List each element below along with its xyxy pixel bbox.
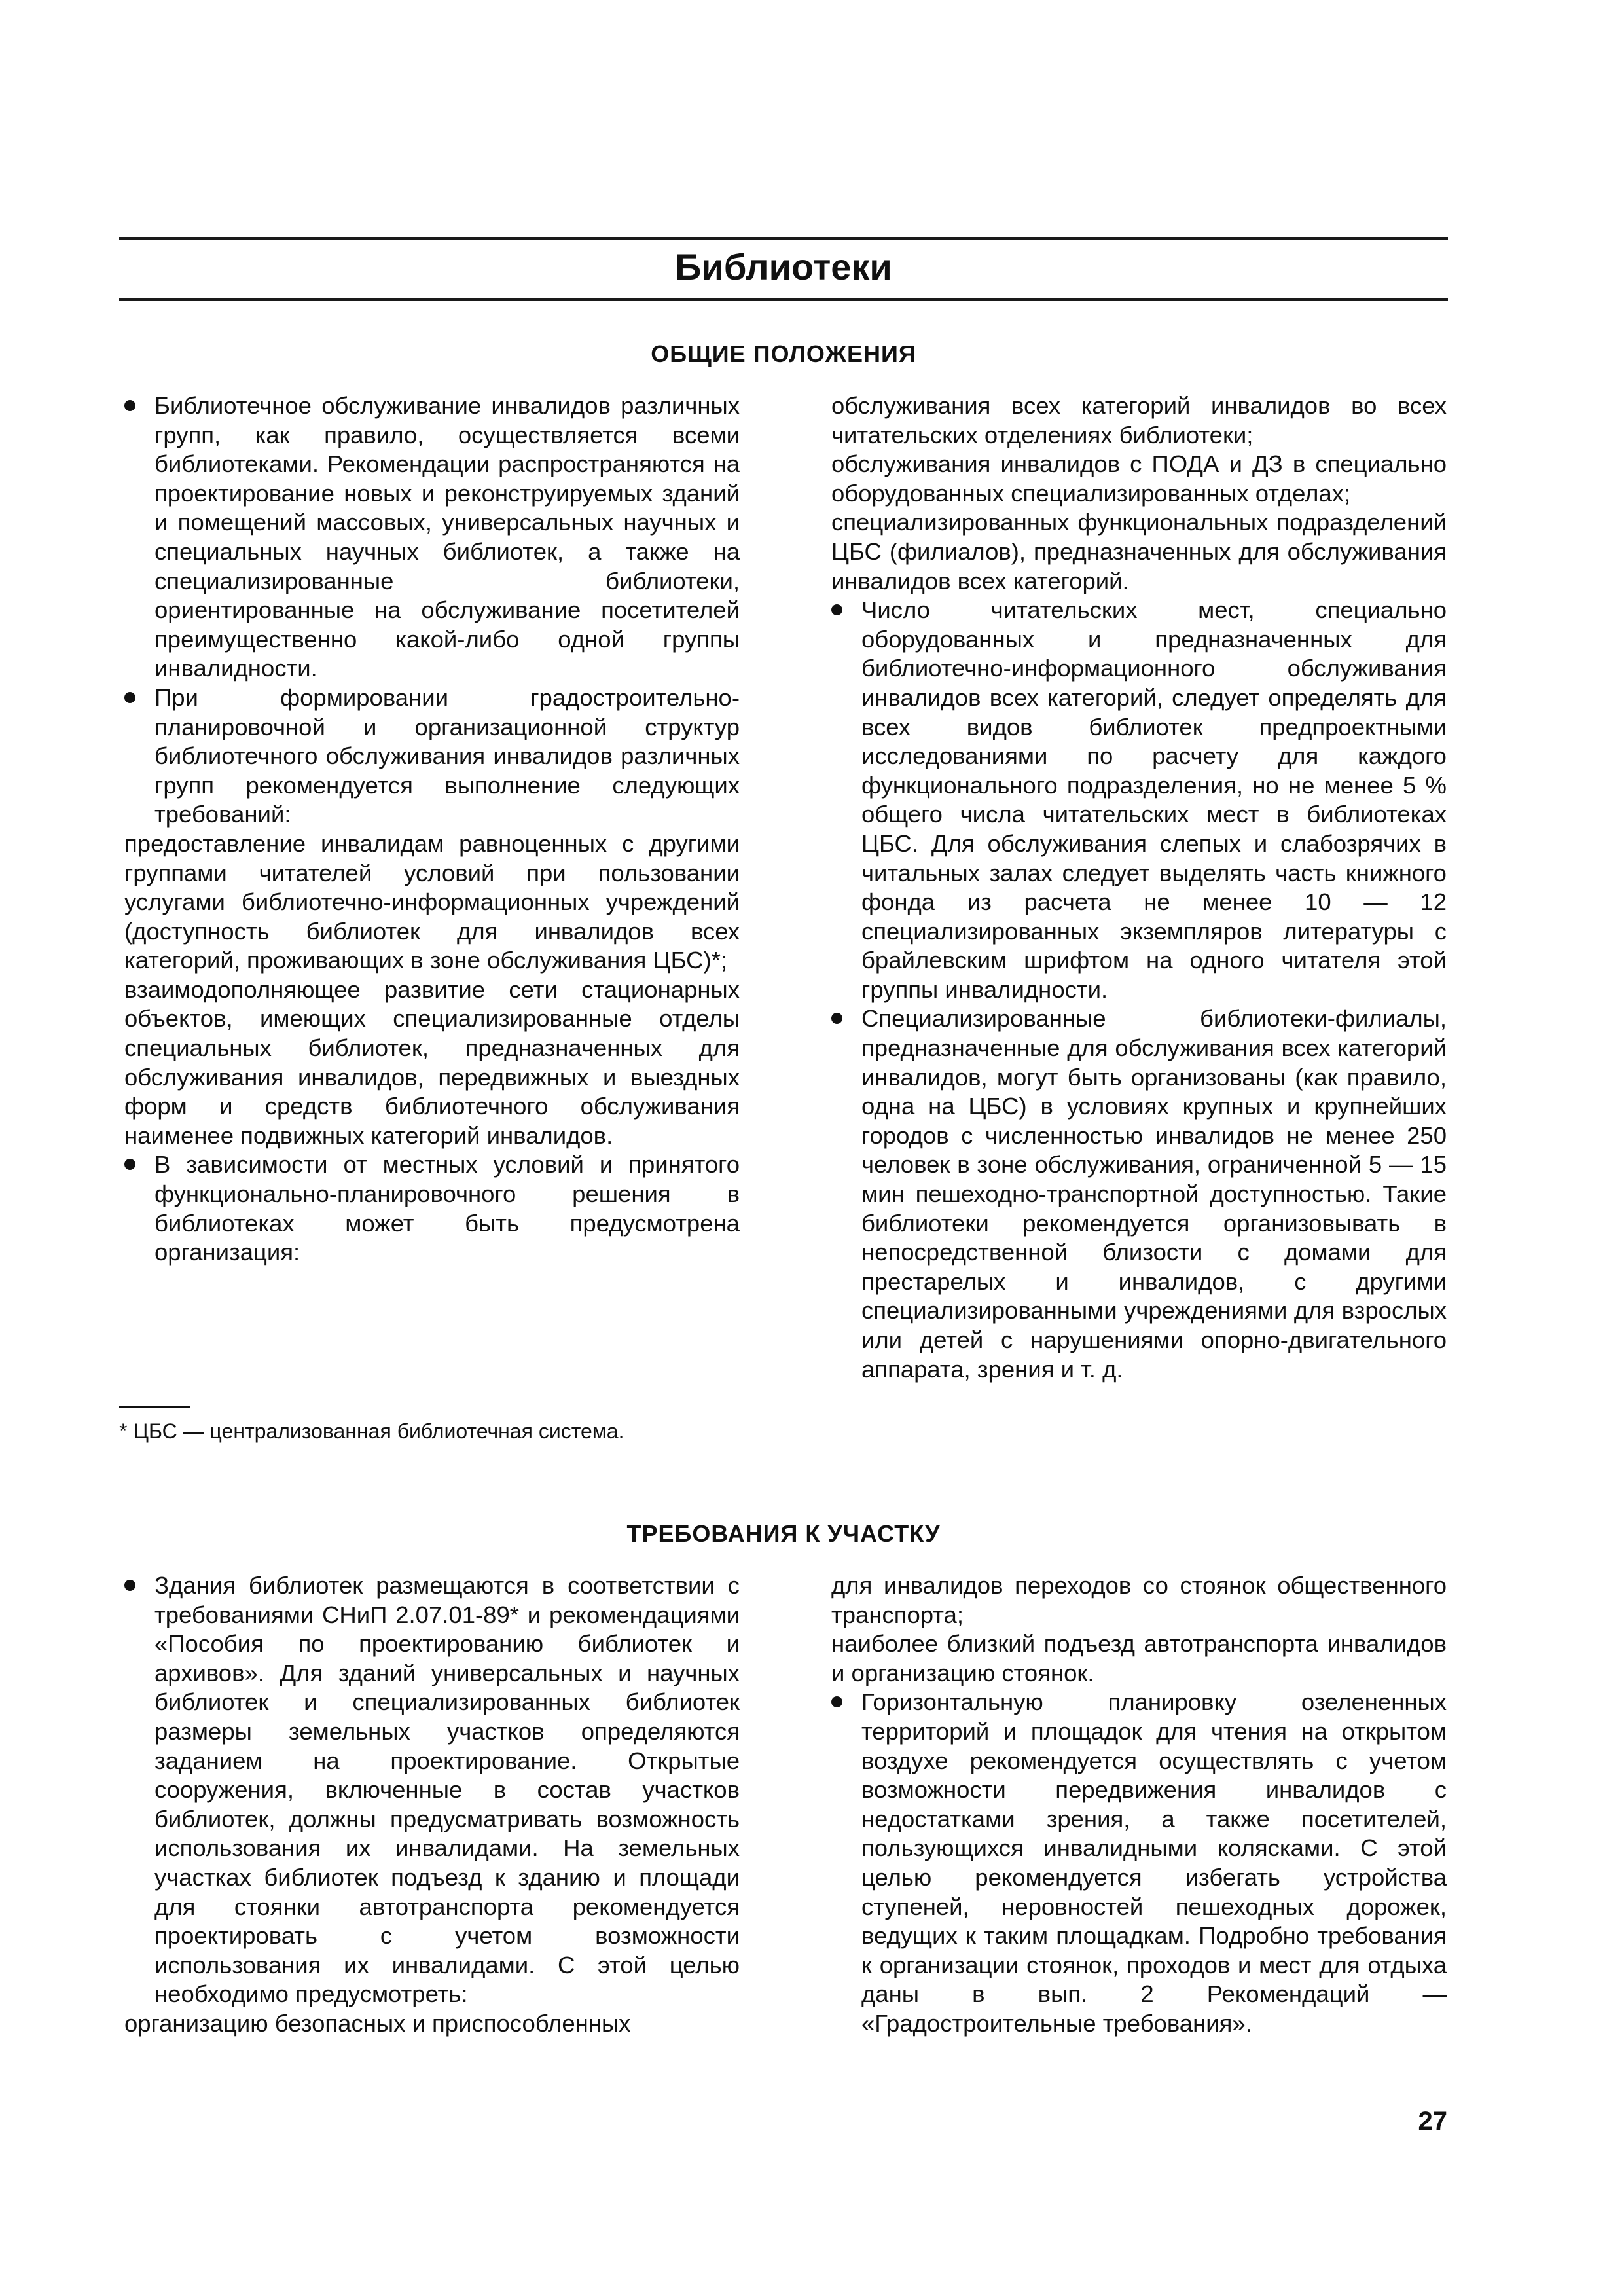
footnote-rule — [119, 1406, 190, 1408]
bullet-paragraph: Специализированные библиотеки-филиалы, предназначенные для обслуживания всех категорий инвалидов, могут быть организованы (как правило, одна на ЦБС) в условиях крупных и крупнейших городов с численностью инвалидов не менее 250 человек в зоне обслуживания, ограниченной 5 — 15 мин пешеходно-транспортной доступностью. Такие библиотеки рекомендуется организовывать в непосредственной близости с домами для престарелых и инвалидов, с другими специализированными учреждениями для взрослых или детей с нарушениями опорно-двигательного аппарата, зрения и т. д. — [831, 1004, 1447, 1384]
paragraph: организацию безопасных и приспособленных — [124, 2009, 631, 2037]
paragraph: для инвалидов переходов со стоянок общественного транспорта; — [831, 1572, 1447, 1628]
paragraph: взаимодополняющее развитие сети стационарных объектов, имеющих специализированные отделы специальных библиотек, предназначенных для обслуживания инвалидов, передвижных и выездных форм и средств библиотечного обслуживания наименее подвижных категорий инвалидов. — [124, 975, 740, 1149]
section2-right-column — [831, 1571, 1447, 2039]
header-rule-top — [119, 237, 1448, 240]
section2-left-column — [124, 1571, 740, 2039]
paragraph: наиболее близкий подъезд автотранспорта инвалидов и организацию стоянок. — [831, 1630, 1447, 1686]
page-number: 27 — [1418, 2107, 1447, 2136]
bullet-paragraph: Библиотечное обслуживание инвалидов различных групп, как правило, осуществляется всеми библиотеками. Рекомендации распространяются на проектирование новых и реконструируемых зданий и помещений массовых, универсальных научных и специальных научных библиотек, а также на специализированные библиотеки, ориентированные на обслуживание посетителей преимущественно какой-либо одной группы инвалидности. — [124, 392, 740, 683]
header-rule-bottom — [119, 298, 1448, 301]
paragraph: обслуживания всех категорий инвалидов во всех читательских отделениях библиотеки; — [831, 392, 1447, 448]
section-heading-site: ТРЕБОВАНИЯ К УЧАСТКУ — [626, 1520, 941, 1547]
section-heading-general: ОБЩИЕ ПОЛОЖЕНИЯ — [651, 340, 916, 367]
paragraph: предоставление инвалидам равноценных с другими группами читателей условий при пользовании услугами библиотечно-информационных учреждений (доступность библиотек для инвалидов всех категорий, проживающих в зоне обслуживания ЦБС)*; — [124, 829, 740, 974]
page-title: Библиотеки — [675, 246, 892, 287]
bullet-paragraph: В зависимости от местных условий и принятого функционально-планировочного решения в библиотеках может быть предусмотрена организация: — [124, 1150, 740, 1267]
section1-right-column — [831, 392, 1447, 1384]
section1-left-column — [124, 392, 740, 1267]
bullet-paragraph: Горизонтальную планировку озелененных территорий и площадок для чтения на открытом воздухе рекомендуется осуществлять с учетом возможности передвижения инвалидов с недостатками зрения, а также посетителей, пользующихся инвалидными колясками. С этой целью рекомендуется избегать устройства ступеней, неровностей пешеходных дорожек, ведущих к таким площадкам. Подробно требования к организации стоянок, проходов и мест для отдыха даны в вып. 2 Рекомендаций — «Градостроительные требования». — [831, 1688, 1447, 2038]
paragraph: специализированных функциональных подразделений ЦБС (филиалов), предназначенных для обслуживания инвалидов всех категорий. — [831, 509, 1447, 594]
paragraph: обслуживания инвалидов с ПОДА и ДЗ в специально оборудованных специализированных отделах; — [831, 450, 1447, 507]
bullet-paragraph: Здания библиотек размещаются в соответствии с требованиями СНиП 2.07.01-89* и рекомендациями «Пособия по проектированию библиотек и архивов». Для зданий универсальных и научных библиотек и специализированных библиотек размеры земельных участков определяются заданием на проектирование. Открытые сооружения, включенные в состав участков библиотек, должны предусматривать возможность использования их инвалидами. На земельных участках библиотек подъезд к зданию и площади для стоянки автотранспорта рекомендуется проектировать с учетом возможности использования их инвалидами. С этой целью необходимо предусмотреть: — [124, 1571, 740, 2009]
bullet-paragraph: При формировании градостроительно-планировочной и организационной структур библиотечного обслуживания инвалидов различных групп рекомендуется выполнение следующих требований: — [124, 683, 740, 829]
bullet-paragraph: Число читательских мест, специально оборудованных и предназначенных для библиотечно-информационного обслуживания инвалидов всех категорий, следует определять для всех видов библиотек предпроектными исследованиями по расчету для каждого функционального подразделения, но не менее 5 % общего числа читательских мест в библиотеках ЦБС. Для обслуживания слепых и слабозрячих в читальных залах следует выделять часть книжного фонда из расчета не менее 10 — 12 специализированных экземпляров литературы с брайлевским шрифтом на одного читателя этой группы инвалидности. — [831, 596, 1447, 1004]
footnote: * ЦБС — централизованная библиотечная система. — [119, 1419, 624, 1443]
